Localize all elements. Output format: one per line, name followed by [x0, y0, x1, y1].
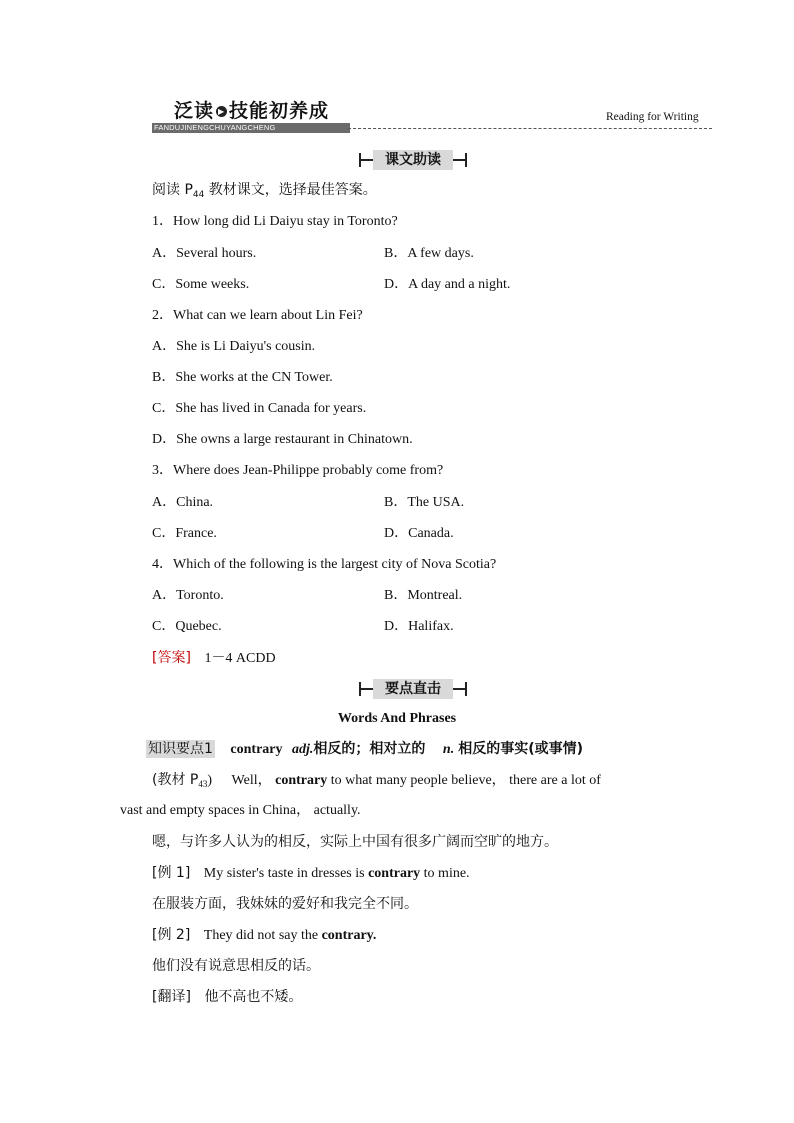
option-2b: B．She works at the CN Tower.	[152, 370, 333, 385]
example-2: [例 2] They did not say the contrary.	[152, 927, 377, 943]
option-1a: A．Several hours.	[152, 246, 257, 261]
knowledge-point-1	[146, 740, 583, 759]
translation-label: [翻译]	[152, 989, 191, 1005]
option-1b: B．A few days.	[384, 246, 474, 261]
header-subtitle: FANDUJINENGCHUYANGCHENG	[152, 123, 350, 133]
option-4b: B．Montreal.	[384, 588, 463, 603]
kp-def-adj: 相反的；相对立的	[313, 741, 426, 757]
answer-text: 1－4 ACDD	[204, 651, 276, 666]
kp-pos-adj: adj.	[292, 742, 314, 757]
option-3a: A．China.	[152, 495, 214, 510]
question-4: 4．Which of the following is the largest city of Nova Scotia?	[152, 557, 497, 572]
translation-exercise	[152, 988, 302, 1007]
option-4d: D．Halifax.	[384, 619, 454, 634]
question-3: 3．Where does Jean-Philippe probably come from?	[152, 463, 444, 478]
section-badge-reading-aid	[359, 150, 467, 170]
arrow-right-icon: ▶	[217, 107, 226, 116]
source-sentence-line2: vast and empty spaces in China， actually.	[120, 803, 361, 818]
option-2a: A．She is Li Daiyu's cousin.	[152, 339, 316, 354]
option-4a: A．Toronto.	[152, 588, 224, 603]
source-translation: 嗯，与许多人认为的相反，实际上中国有很多广阔而空旷的地方。	[152, 834, 558, 850]
translation-text: 他不高也不矮。	[204, 989, 303, 1005]
kp-word: contrary	[230, 742, 283, 757]
section-badge-key-points	[359, 679, 467, 699]
header-title-part2: 技能初养成	[229, 100, 330, 122]
example-1-label: [例 1]	[152, 865, 191, 881]
header-title	[174, 99, 329, 123]
option-3b: B．The USA.	[384, 495, 465, 510]
example-2-translation: 他们没有说意思相反的话。	[152, 958, 320, 974]
section-badge-label: 课文助读	[373, 150, 453, 170]
answer-label: [答案]	[152, 650, 191, 666]
section-badge-label: 要点直击	[373, 679, 453, 699]
source-sentence-line1: (教材 $P_{43}$) Well， contrary to what many people believe， there are a lot of	[152, 772, 601, 789]
question-2: 2．What can we learn about Lin Fei?	[152, 308, 363, 323]
header-divider	[348, 128, 712, 129]
option-3d: D．Canada.	[384, 526, 454, 541]
example-1-translation: 在服装方面，我妹妹的爱好和我完全不同。	[152, 896, 418, 912]
option-3c: C．France.	[152, 526, 217, 541]
option-1c: C．Some weeks.	[152, 277, 250, 292]
example-2-label: [例 2]	[152, 927, 191, 943]
header-right-title: Reading for Writing	[606, 111, 699, 123]
instruction-text: 阅读 $P_{44}$ 教材课文，选择最佳答案。	[152, 182, 377, 200]
option-2c: C．She has lived in Canada for years.	[152, 401, 367, 416]
question-1: 1．How long did Li Daiyu stay in Toronto?	[152, 214, 398, 229]
option-2d: D．She owns a large restaurant in Chinatown.	[152, 432, 413, 447]
section-heading: Words And Phrases	[337, 711, 457, 726]
option-1d: D．A day and a night.	[384, 277, 511, 292]
kp-def-noun: 相反的事实(或事情)	[458, 741, 583, 757]
option-4c: C．Quebec.	[152, 619, 222, 634]
header-title-part1: 泛读	[174, 100, 215, 122]
answer-line	[152, 649, 276, 668]
example-1: [例 1] My sister's taste in dresses is contrary to mine.	[152, 865, 470, 881]
kp-label: 知识要点1	[148, 741, 213, 757]
kp-pos-noun: n.	[442, 742, 455, 757]
